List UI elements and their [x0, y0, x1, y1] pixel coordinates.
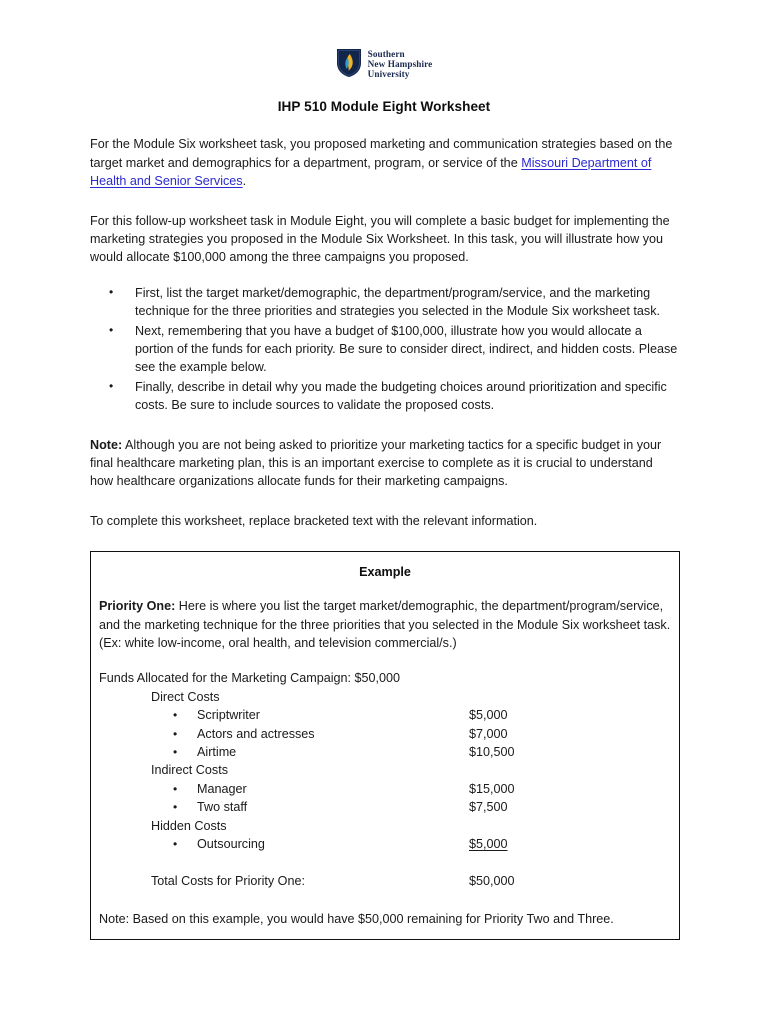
example-box-note: Note: Based on this example, you would have $50,000 remaining for Priority Two and Three. [99, 911, 614, 926]
intro-text-after-link: . [242, 174, 247, 189]
example-heading: Example [359, 565, 411, 580]
cost-row [151, 725, 671, 743]
intro-text-before-link: For the Module Six worksheet task, you proposed marketing and communication strategies based on the target market and demographics for a department, program, or service of the [90, 137, 673, 170]
note-label: Note: [90, 437, 123, 452]
cost-group-label-direct: Direct Costs [151, 689, 220, 704]
cost-amount: $10,500 [469, 745, 515, 760]
list-item: • First, list the target market/demographic, the department/program/service, and the marketing technique for the three priorities and strategies you selected in the Module Six worksheet task. [90, 284, 678, 321]
closing-instruction: To complete this worksheet, replace bracketed text with the relevant information. [90, 513, 538, 528]
cost-row [151, 835, 671, 853]
cost-rows-hidden [99, 835, 671, 853]
cost-row [151, 798, 671, 816]
cost-group-label-hidden: Hidden Costs [151, 818, 227, 833]
logo-wordmark [368, 48, 433, 79]
cost-row [151, 706, 671, 724]
total-costs-amount: $50,000 [469, 874, 515, 889]
instruction-list [90, 284, 678, 415]
priority-one-label: Priority One: [99, 599, 176, 614]
cost-rows-indirect [99, 780, 671, 817]
priority-one-paragraph [99, 597, 671, 652]
cost-amount: $7,000 [469, 726, 508, 741]
cost-label: • Outsourcing [197, 837, 265, 852]
cost-label: • Two staff [197, 800, 248, 815]
cost-label: • Actors and actresses [197, 726, 315, 741]
logo-line-1: Southern [367, 49, 405, 59]
list-item: • Next, remembering that you have a budget of $100,000, illustrate how you would allocate a portion of the funds for each priority. Be sure to consider direct, indirect, and hidden costs. Please see the example below. [90, 322, 678, 377]
university-logo [90, 0, 678, 79]
cost-label: • Airtime [197, 745, 237, 760]
note-paragraph [90, 436, 678, 491]
cost-amount: $15,000 [469, 781, 515, 796]
cost-amount: $7,500 [469, 800, 508, 815]
followup-paragraph: For this follow-up worksheet task in Module Eight, you will complete a basic budget for implementing the marketing strategies you proposed in the Module Six Worksheet. In this task, you will illustrate how you would allocate $100,000 among the three campaigns you proposed. [90, 213, 670, 265]
cost-rows-direct [99, 706, 671, 761]
cost-group-label-indirect: Indirect Costs [151, 763, 228, 778]
logo-lockup [336, 48, 433, 79]
total-costs-row [151, 872, 671, 890]
cost-amount: $5,000 [469, 708, 508, 723]
note-text: Although you are not being asked to prioritize your marketing tactics for a specific budget in your final healthcare marketing plan, this is an important exercise to complete as it is crucial to understand how healthcare organizations allocate funds for their marketing campaigns. [90, 437, 662, 489]
missouri-dhss-link[interactable]: Missouri Department of Health and Senior Services [90, 155, 652, 189]
intro-paragraph [90, 135, 678, 190]
page-title: IHP 510 Module Eight Worksheet [277, 99, 491, 115]
funds-allocated-line: Funds Allocated for the Marketing Campaign: $50,000 [99, 671, 401, 686]
cost-label: • Manager [197, 781, 247, 796]
cost-row [151, 743, 671, 761]
snhu-shield-icon [336, 48, 362, 78]
logo-line-3: University [367, 69, 410, 80]
total-costs-label: Total Costs for Priority One: [151, 874, 305, 889]
example-box [90, 551, 680, 940]
priority-one-text: Here is where you list the target market/demographic, the department/program/service, and the marketing technique for the three priorities that you selected in the Module Six worksheet task. (Ex: white low-income, oral health, and television commercial/s.) [99, 599, 671, 650]
cost-label: • Scriptwriter [197, 708, 260, 723]
cost-amount: $5,000 [469, 837, 508, 852]
logo-line-2: New Hampshire [367, 59, 433, 70]
cost-row [151, 780, 671, 798]
list-item: • Finally, describe in detail why you made the budgeting choices around prioritization and specific costs. Be sure to include sources to validate the proposed costs. [90, 378, 678, 415]
